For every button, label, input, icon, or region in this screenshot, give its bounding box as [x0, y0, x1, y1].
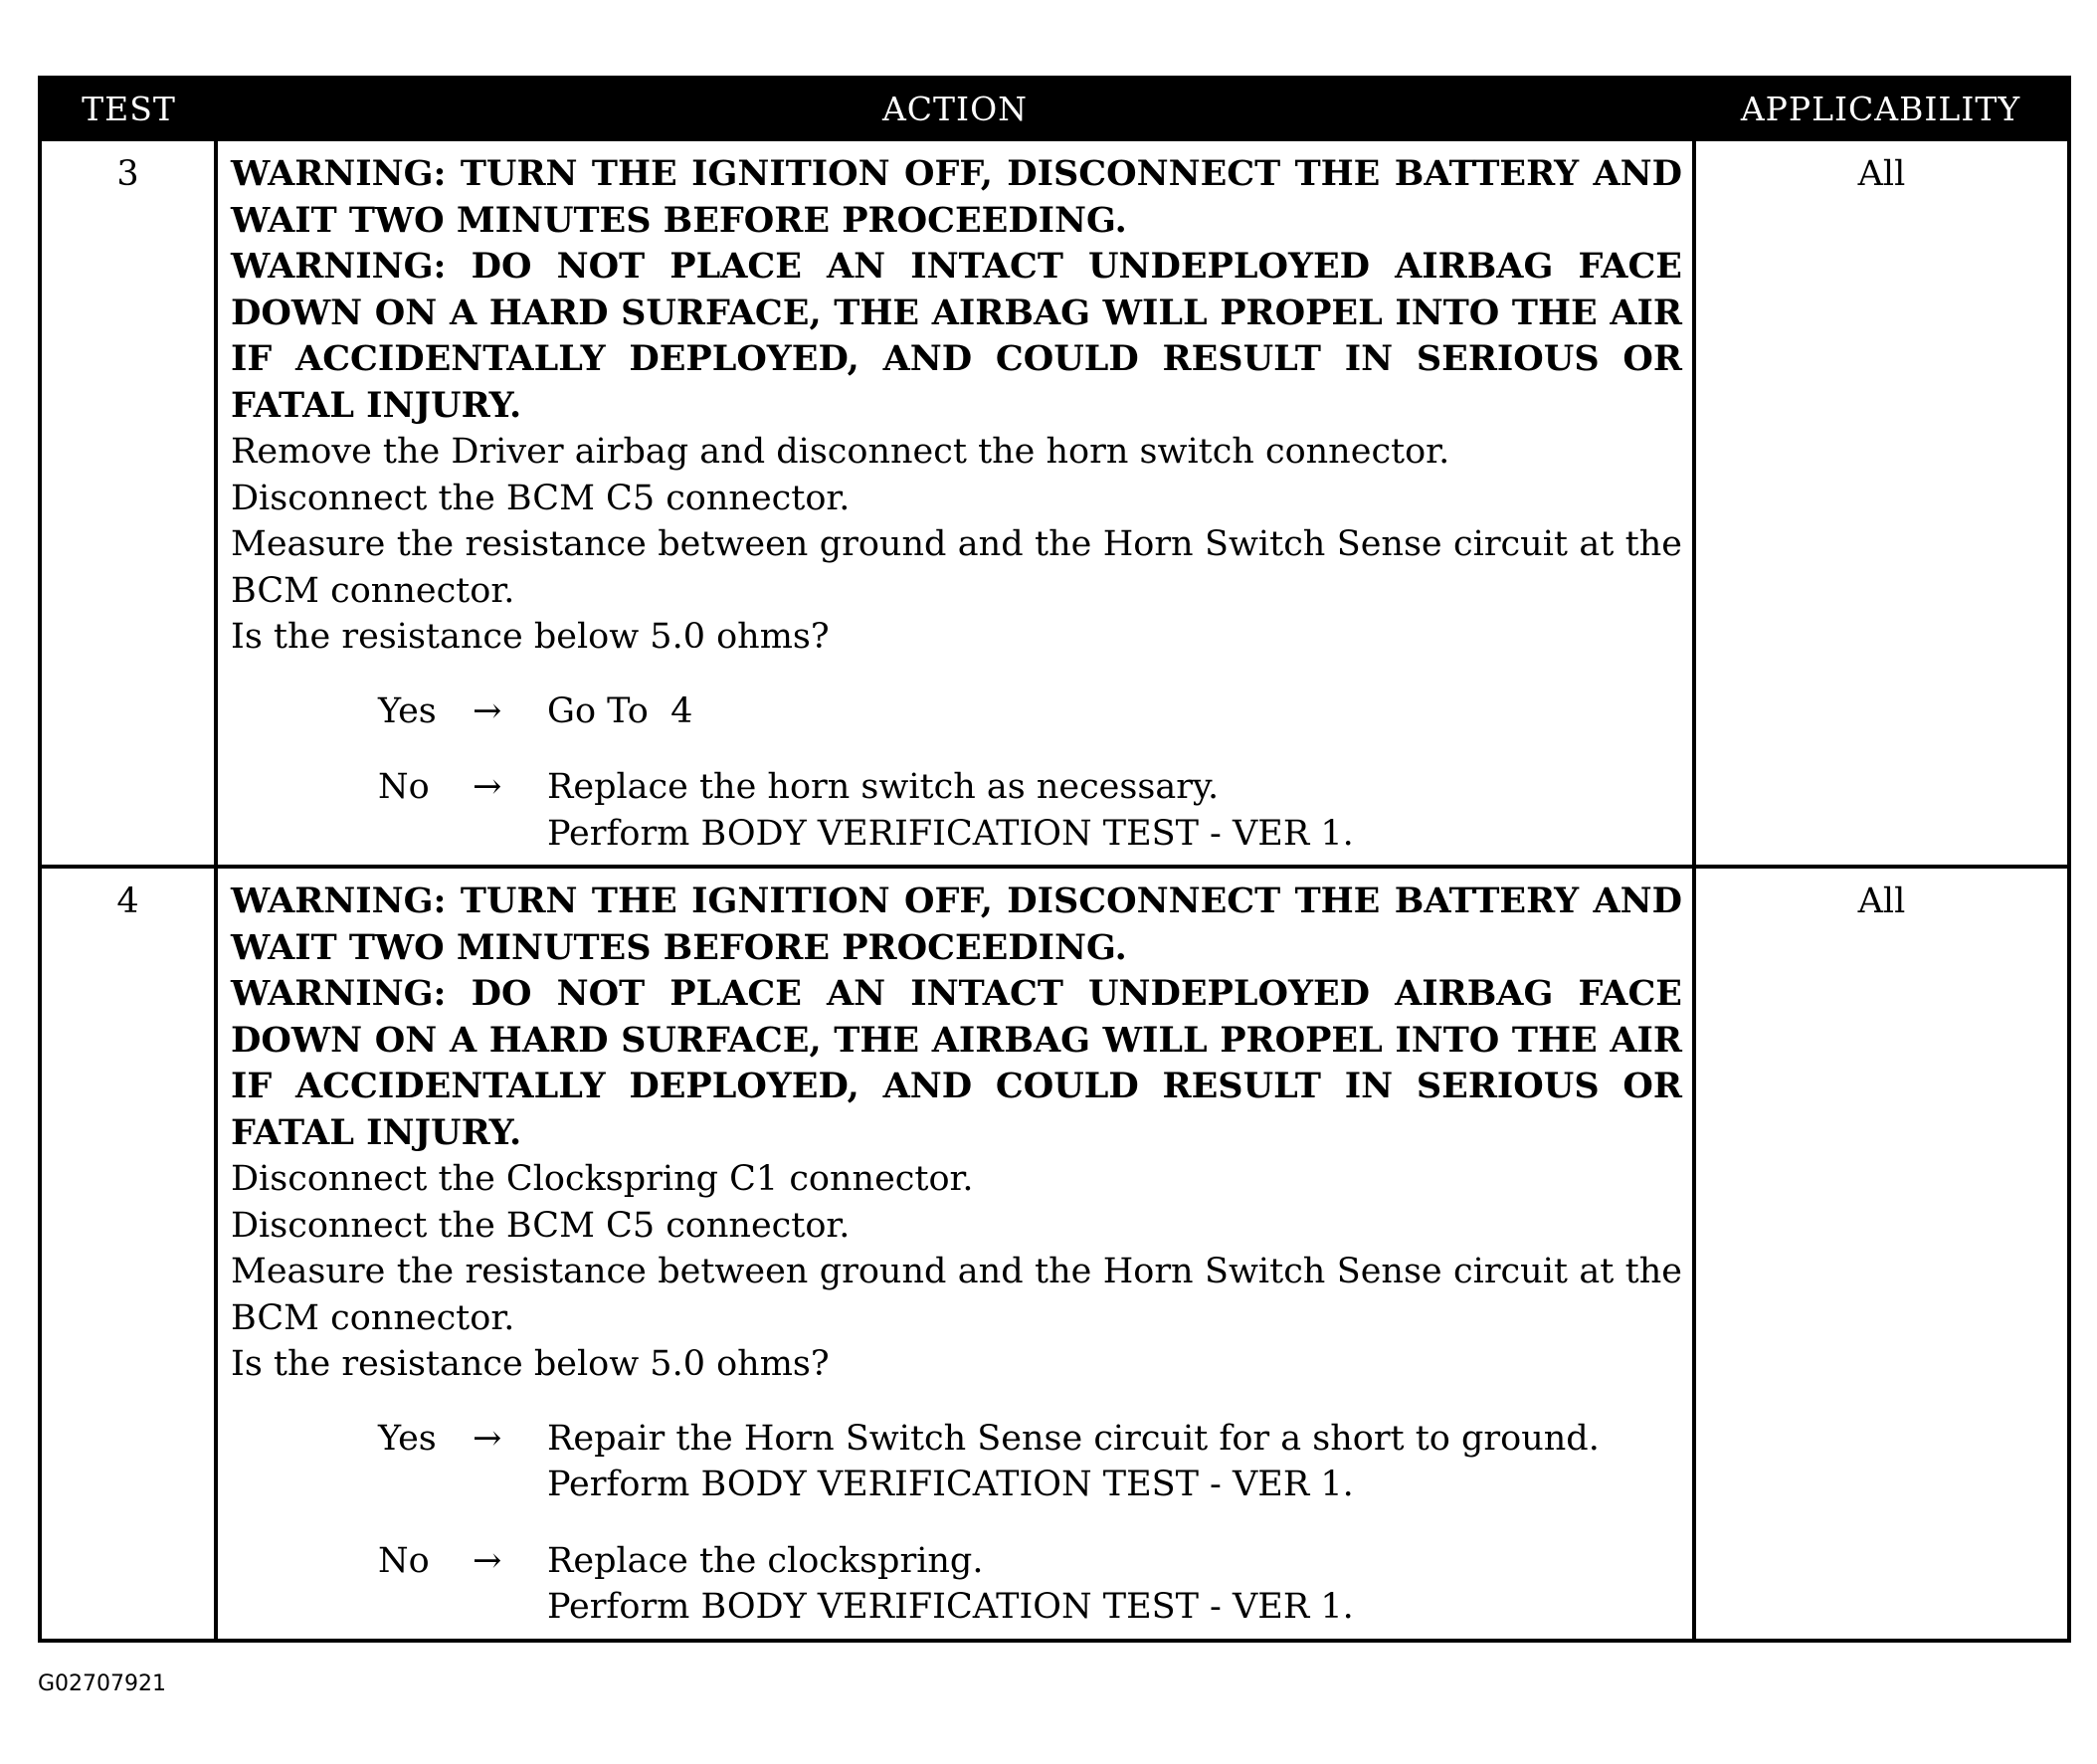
answer-yes [378, 1416, 1682, 1508]
arrow-right-icon: → [473, 1418, 502, 1459]
answer-text [547, 688, 1682, 735]
answer-label: Yes [378, 690, 437, 731]
question-text: Is the resistance below 5.0 ohms? [231, 1344, 830, 1384]
arrow-right-icon: → [473, 690, 502, 731]
step-text: Disconnect the Clockspring C1 connector. [231, 1159, 974, 1199]
warning-text: WARNING: DO NOT PLACE AN INTACT UNDEPLOYED AIRBAG FACE DOWN ON A HARD SURFACE, THE AIRBAG WILL PROPEL INTO THE AIR IF ACCIDENTALLY DEPLOYED, AND COULD RESULT IN SERIOUS OR FATAL INJURY. [231, 246, 1682, 426]
question-text: Is the resistance below 5.0 ohms? [231, 617, 830, 657]
answer-line: Replace the horn switch as necessary. [547, 767, 1220, 807]
answer-yes [378, 688, 1682, 735]
arrow-right-icon: → [473, 767, 502, 807]
step-text: Disconnect the BCM C5 connector. [231, 478, 851, 518]
header-applicability: APPLICABILITY [1694, 78, 2069, 139]
table-header-row [40, 78, 2069, 139]
answer-list [378, 1416, 1682, 1631]
answer-no [378, 1538, 1682, 1631]
test-number: 4 [40, 867, 216, 1641]
answer-label: Yes [378, 1418, 437, 1459]
answer-text [547, 1416, 1682, 1508]
warning-text: WARNING: DO NOT PLACE AN INTACT UNDEPLOYED AIRBAG FACE DOWN ON A HARD SURFACE, THE AIRBAG WILL PROPEL INTO THE AIR IF ACCIDENTALLY DEPLOYED, AND COULD RESULT IN SERIOUS OR FATAL INJURY. [231, 973, 1682, 1153]
answer-line: Perform BODY VERIFICATION TEST - VER 1. [547, 813, 1354, 854]
answer-line: Perform BODY VERIFICATION TEST - VER 1. [547, 1465, 1354, 1504]
warning-text: WARNING: TURN THE IGNITION OFF, DISCONNECT THE BATTERY AND WAIT TWO MINUTES BEFORE PROCEEDING. [231, 153, 1682, 241]
step-text: Remove the Driver airbag and disconnect the horn switch connector. [231, 432, 1450, 472]
answer-line: Perform BODY VERIFICATION TEST - VER 1. [547, 1587, 1354, 1627]
step-text: Measure the resistance between ground and the Horn Switch Sense circuit at the BCM connector. [231, 524, 1682, 611]
answer-line: Repair the Horn Switch Sense circuit for a short to ground. [547, 1418, 1600, 1459]
figure-id: G02707921 [38, 1671, 167, 1696]
header-test: TEST [40, 78, 216, 139]
applicability-cell: All [1694, 867, 2069, 1641]
warning-text: WARNING: TURN THE IGNITION OFF, DISCONNECT THE BATTERY AND WAIT TWO MINUTES BEFORE PROCEEDING. [231, 881, 1682, 968]
arrow-right-icon: → [473, 1540, 502, 1581]
answer-list [378, 688, 1682, 858]
step-text: Measure the resistance between ground and the Horn Switch Sense circuit at the BCM connector. [231, 1252, 1682, 1338]
table-row [40, 139, 2069, 867]
diagnostic-test-table [38, 76, 2071, 1643]
answer-label: No [378, 767, 430, 807]
applicability-cell: All [1694, 139, 2069, 867]
answer-line: Go To 4 [547, 690, 693, 731]
table-row [40, 867, 2069, 1641]
header-action: ACTION [216, 78, 1694, 139]
action-cell [216, 867, 1694, 1641]
answer-line: Replace the clockspring. [547, 1540, 984, 1581]
action-cell [216, 139, 1694, 867]
answer-text [547, 1538, 1682, 1631]
step-text: Disconnect the BCM C5 connector. [231, 1205, 851, 1246]
answer-label: No [378, 1540, 430, 1581]
answer-text [547, 764, 1682, 857]
answer-no [378, 764, 1682, 857]
test-number: 3 [40, 139, 216, 867]
